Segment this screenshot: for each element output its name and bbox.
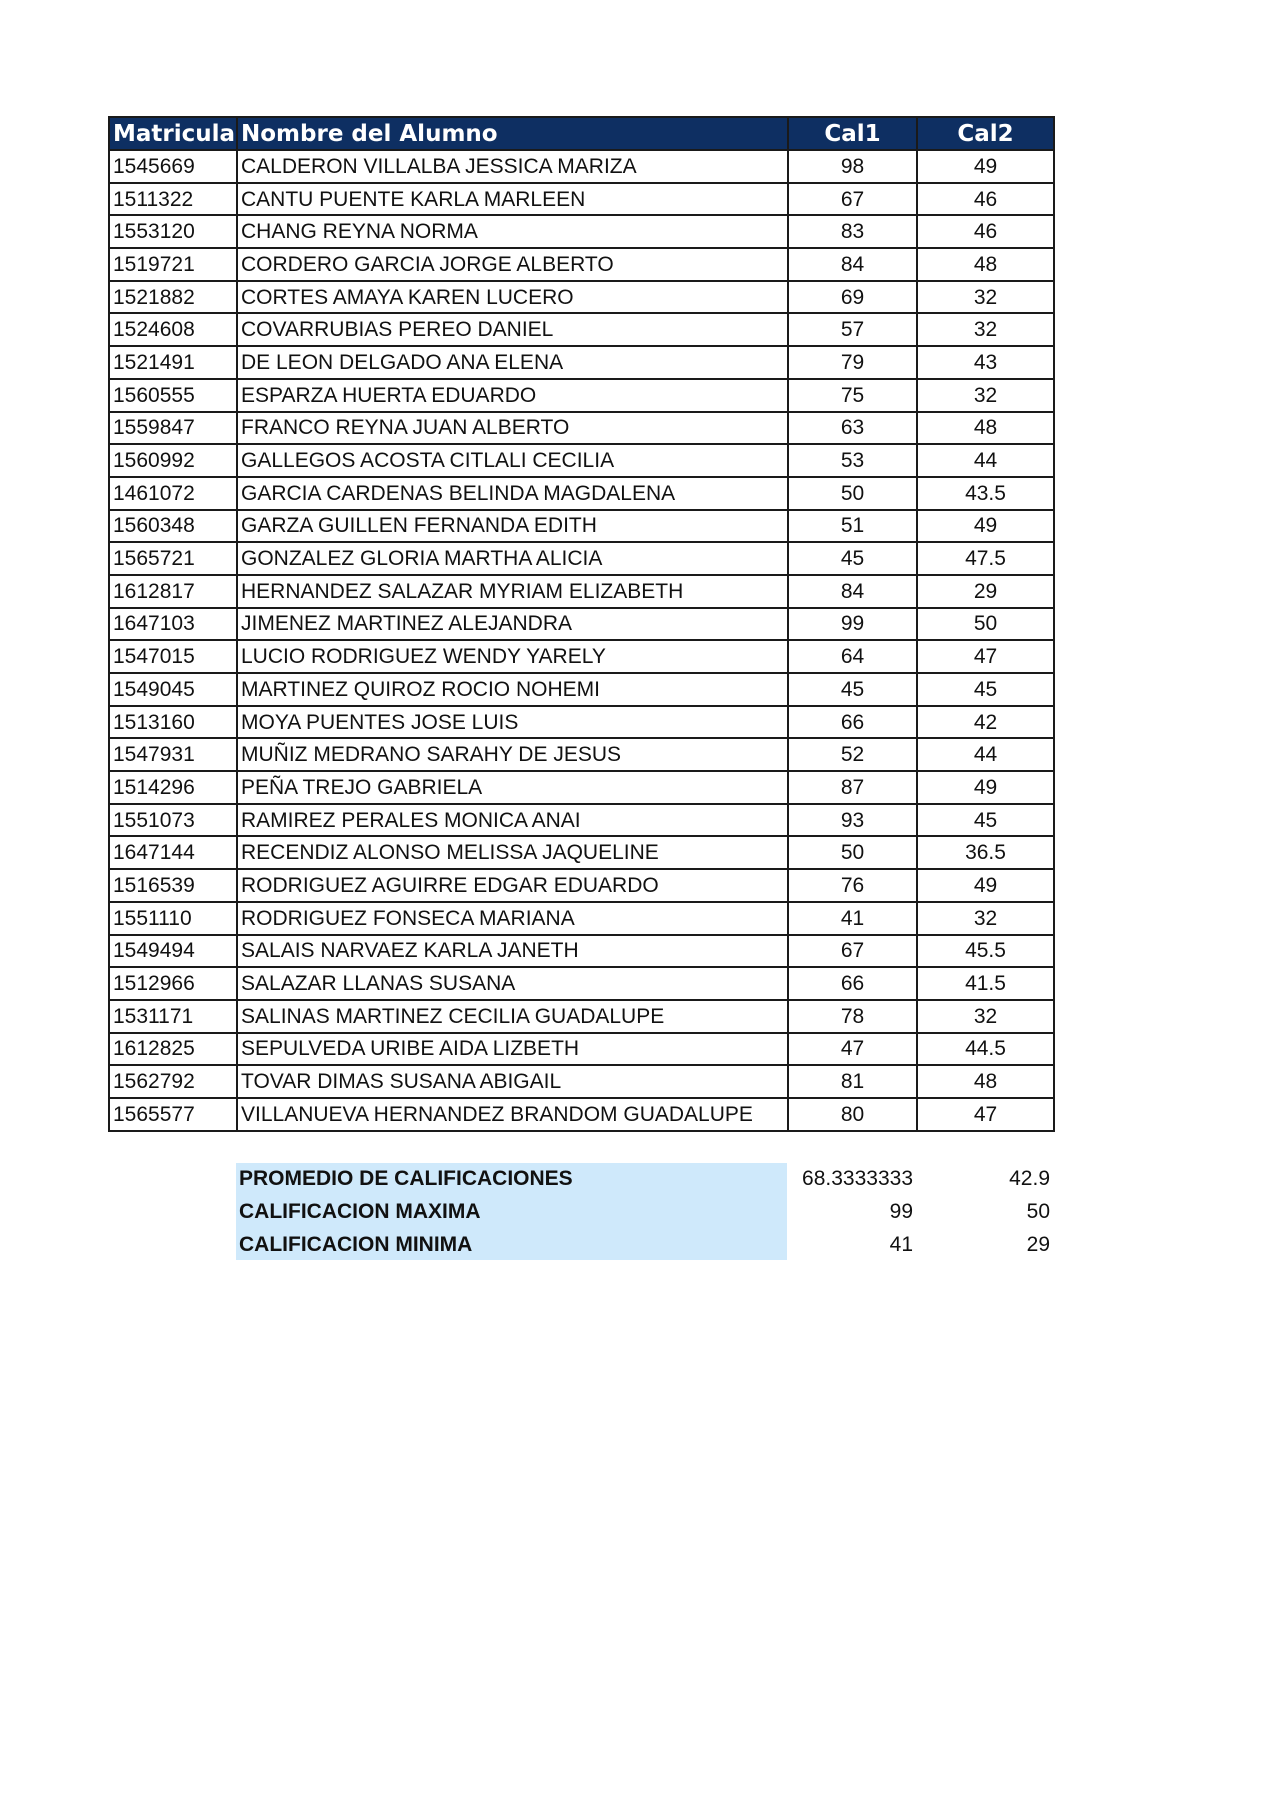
table-row	[109, 444, 1054, 477]
table-row	[109, 412, 1054, 445]
cell-cal2[interactable]: 46	[917, 215, 1054, 248]
cell-cal2[interactable]: 49	[917, 150, 1054, 183]
cell-cal1[interactable]: 81	[788, 1065, 917, 1098]
cell-cal1[interactable]: 66	[788, 967, 917, 1000]
cell-matricula[interactable]: 1560992	[109, 444, 237, 477]
cell-cal1[interactable]: 67	[788, 183, 917, 216]
table-row	[109, 575, 1054, 608]
table-row	[109, 1065, 1054, 1098]
cell-cal2[interactable]: 42	[917, 706, 1054, 739]
summary-cal2[interactable]: 42.9	[1009, 1167, 1050, 1191]
cell-cal1[interactable]: 93	[788, 804, 917, 837]
cell-cal2[interactable]: 44	[917, 444, 1054, 477]
cell-nombre[interactable]: MOYA PUENTES JOSE LUIS	[237, 706, 788, 739]
table-row	[109, 836, 1054, 869]
cell-nombre[interactable]: SALAZAR LLANAS SUSANA	[237, 967, 788, 1000]
table-row	[109, 804, 1054, 837]
summary-label[interactable]: CALIFICACION MAXIMA	[236, 1195, 787, 1228]
cell-cal1[interactable]: 41	[788, 902, 917, 935]
table-row	[109, 477, 1054, 510]
summary-label[interactable]: CALIFICACION MINIMA	[236, 1228, 787, 1261]
cell-cal2[interactable]: 32	[917, 281, 1054, 314]
cell-cal2[interactable]: 29	[917, 575, 1054, 608]
cell-cal1[interactable]: 66	[788, 706, 917, 739]
summary-cal1[interactable]: 68.3333333	[802, 1167, 913, 1191]
summary-row	[108, 1195, 1053, 1228]
summary-empty-cell[interactable]	[108, 1228, 236, 1261]
cell-cal2[interactable]: 43.5	[917, 477, 1054, 510]
cell-nombre[interactable]: CHANG REYNA NORMA	[237, 215, 788, 248]
cell-matricula[interactable]: 1559847	[109, 412, 237, 445]
header-row	[109, 117, 1054, 150]
cell-cal1[interactable]: 57	[788, 313, 917, 346]
cell-cal2[interactable]: 43	[917, 346, 1054, 379]
grades-table	[108, 116, 1055, 1132]
cell-cal2[interactable]: 45	[917, 673, 1054, 706]
cell-cal2[interactable]: 32	[917, 1000, 1054, 1033]
summary-cal2[interactable]: 50	[1026, 1200, 1050, 1224]
cell-matricula[interactable]: 1565721	[109, 542, 237, 575]
cell-cal2[interactable]: 45	[917, 804, 1054, 837]
cell-cal1[interactable]: 84	[788, 248, 917, 281]
cell-cal2[interactable]: 48	[917, 248, 1054, 281]
cell-matricula[interactable]: 1547931	[109, 738, 237, 771]
cell-nombre[interactable]: MUÑIZ MEDRANO SARAHY DE JESUS	[237, 738, 788, 771]
cell-matricula[interactable]: 1545669	[109, 150, 237, 183]
cell-nombre[interactable]: MARTINEZ QUIROZ ROCIO NOHEMI	[237, 673, 788, 706]
cell-cal2[interactable]: 32	[917, 313, 1054, 346]
table-row	[109, 1098, 1054, 1131]
summary-cal2[interactable]: 29	[1026, 1232, 1050, 1256]
header-nombre[interactable]: Nombre del Alumno	[237, 117, 788, 150]
cell-nombre[interactable]: SEPULVEDA URIBE AIDA LIZBETH	[237, 1033, 788, 1066]
cell-nombre[interactable]: RODRIGUEZ AGUIRRE EDGAR EDUARDO	[237, 869, 788, 902]
cell-cal1[interactable]: 50	[788, 477, 917, 510]
cell-cal1[interactable]: 47	[788, 1033, 917, 1066]
table-row	[109, 150, 1054, 183]
cell-cal2[interactable]: 48	[917, 412, 1054, 445]
table-row	[109, 640, 1054, 673]
cell-nombre[interactable]: TOVAR DIMAS SUSANA ABIGAIL	[237, 1065, 788, 1098]
table-row	[109, 935, 1054, 968]
summary-empty-cell[interactable]	[108, 1163, 236, 1196]
cell-nombre[interactable]: DE LEON DELGADO ANA ELENA	[237, 346, 788, 379]
cell-nombre[interactable]: GARCIA CARDENAS BELINDA MAGDALENA	[237, 477, 788, 510]
cell-cal1[interactable]: 52	[788, 738, 917, 771]
cell-cal1[interactable]: 51	[788, 510, 917, 543]
table-row	[109, 281, 1054, 314]
cell-matricula[interactable]: 1612817	[109, 575, 237, 608]
cell-matricula[interactable]: 1560348	[109, 510, 237, 543]
cell-matricula[interactable]: 1516539	[109, 869, 237, 902]
cell-matricula[interactable]: 1521882	[109, 281, 237, 314]
table-row	[109, 183, 1054, 216]
cell-matricula[interactable]: 1565577	[109, 1098, 237, 1131]
table-row	[109, 510, 1054, 543]
cell-nombre[interactable]: RAMIREZ PERALES MONICA ANAI	[237, 804, 788, 837]
cell-matricula[interactable]: 1551110	[109, 902, 237, 935]
cell-matricula[interactable]: 1560555	[109, 379, 237, 412]
cell-matricula[interactable]: 1547015	[109, 640, 237, 673]
cell-matricula[interactable]: 1461072	[109, 477, 237, 510]
cell-cal1[interactable]: 98	[788, 150, 917, 183]
table-row	[109, 1000, 1054, 1033]
table-row	[109, 1033, 1054, 1066]
cell-nombre[interactable]: GONZALEZ GLORIA MARTHA ALICIA	[237, 542, 788, 575]
cell-nombre[interactable]: GALLEGOS ACOSTA CITLALI CECILIA	[237, 444, 788, 477]
cell-matricula[interactable]: 1512966	[109, 967, 237, 1000]
cell-matricula[interactable]: 1519721	[109, 248, 237, 281]
table-row	[109, 608, 1054, 641]
table-row	[109, 967, 1054, 1000]
cell-nombre[interactable]: PEÑA TREJO GABRIELA	[237, 771, 788, 804]
cell-cal2[interactable]: 50	[917, 608, 1054, 641]
summary-body	[108, 1163, 1053, 1261]
table-row	[109, 673, 1054, 706]
cell-cal2[interactable]: 49	[917, 869, 1054, 902]
cell-cal1[interactable]: 83	[788, 215, 917, 248]
cell-matricula[interactable]: 1549494	[109, 935, 237, 968]
cell-cal2[interactable]: 32	[917, 379, 1054, 412]
summary-row	[108, 1228, 1053, 1261]
cell-cal1[interactable]: 99	[788, 608, 917, 641]
cell-cal1[interactable]: 69	[788, 281, 917, 314]
cell-matricula[interactable]: 1511322	[109, 183, 237, 216]
cell-cal1[interactable]: 87	[788, 771, 917, 804]
cell-nombre[interactable]: HERNANDEZ SALAZAR MYRIAM ELIZABETH	[237, 575, 788, 608]
header-matricula[interactable]: Matricula	[109, 117, 237, 150]
cell-matricula[interactable]: 1524608	[109, 313, 237, 346]
table-row	[109, 706, 1054, 739]
cell-cal1[interactable]: 64	[788, 640, 917, 673]
cell-cal1[interactable]: 45	[788, 673, 917, 706]
cell-matricula[interactable]: 1647103	[109, 608, 237, 641]
table-row	[109, 738, 1054, 771]
cell-cal2[interactable]: 41.5	[917, 967, 1054, 1000]
cell-matricula[interactable]: 1562792	[109, 1065, 237, 1098]
header-cal2[interactable]: Cal2	[917, 117, 1054, 150]
table-row	[109, 215, 1054, 248]
cell-nombre[interactable]: CORDERO GARCIA JORGE ALBERTO	[237, 248, 788, 281]
cell-nombre[interactable]: GARZA GUILLEN FERNANDA EDITH	[237, 510, 788, 543]
summary-empty-cell[interactable]	[108, 1195, 236, 1228]
cell-nombre[interactable]: SALAIS NARVAEZ KARLA JANETH	[237, 935, 788, 968]
spreadsheet	[108, 116, 1053, 1260]
cell-cal2[interactable]: 47	[917, 1098, 1054, 1131]
table-row	[109, 869, 1054, 902]
table-row	[109, 248, 1054, 281]
cell-cal2[interactable]: 44	[917, 738, 1054, 771]
cell-matricula[interactable]: 1513160	[109, 706, 237, 739]
cell-cal1[interactable]: 80	[788, 1098, 917, 1131]
cell-cal1[interactable]: 75	[788, 379, 917, 412]
summary-cal1[interactable]: 41	[889, 1232, 913, 1256]
cell-nombre[interactable]: COVARRUBIAS PEREO DANIEL	[237, 313, 788, 346]
cell-cal2[interactable]: 47	[917, 640, 1054, 673]
cell-nombre[interactable]: RODRIGUEZ FONSECA MARIANA	[237, 902, 788, 935]
cell-nombre[interactable]: CANTU PUENTE KARLA MARLEEN	[237, 183, 788, 216]
cell-cal2[interactable]: 44.5	[917, 1033, 1054, 1066]
table-row	[109, 771, 1054, 804]
cell-nombre[interactable]: CORTES AMAYA KAREN LUCERO	[237, 281, 788, 314]
cell-nombre[interactable]: RECENDIZ ALONSO MELISSA JAQUELINE	[237, 836, 788, 869]
summary-cal1[interactable]: 99	[889, 1200, 913, 1224]
table-row	[109, 902, 1054, 935]
cell-cal1[interactable]: 53	[788, 444, 917, 477]
cell-cal1[interactable]: 50	[788, 836, 917, 869]
cell-cal1[interactable]: 45	[788, 542, 917, 575]
table-row	[109, 379, 1054, 412]
summary-label[interactable]: PROMEDIO DE CALIFICACIONES	[236, 1163, 787, 1196]
cell-nombre[interactable]: SALINAS MARTINEZ CECILIA GUADALUPE	[237, 1000, 788, 1033]
cell-cal1[interactable]: 84	[788, 575, 917, 608]
cell-matricula[interactable]: 1647144	[109, 836, 237, 869]
cell-nombre[interactable]: FRANCO REYNA JUAN ALBERTO	[237, 412, 788, 445]
cell-matricula[interactable]: 1531171	[109, 1000, 237, 1033]
cell-cal2[interactable]: 32	[917, 902, 1054, 935]
cell-matricula[interactable]: 1521491	[109, 346, 237, 379]
cell-cal2[interactable]: 49	[917, 771, 1054, 804]
cell-matricula[interactable]: 1551073	[109, 804, 237, 837]
cell-nombre[interactable]: VILLANUEVA HERNANDEZ BRANDOM GUADALUPE	[237, 1098, 788, 1131]
cell-nombre[interactable]: ESPARZA HUERTA EDUARDO	[237, 379, 788, 412]
cell-matricula[interactable]: 1549045	[109, 673, 237, 706]
cell-cal2[interactable]: 46	[917, 183, 1054, 216]
summary-row	[108, 1163, 1053, 1196]
cell-cal2[interactable]: 36.5	[917, 836, 1054, 869]
summary-table	[108, 1163, 1053, 1261]
cell-matricula[interactable]: 1514296	[109, 771, 237, 804]
cell-cal2[interactable]: 49	[917, 510, 1054, 543]
header-cal1[interactable]: Cal1	[788, 117, 917, 150]
cell-nombre[interactable]: CALDERON VILLALBA JESSICA MARIZA	[237, 150, 788, 183]
cell-nombre[interactable]: JIMENEZ MARTINEZ ALEJANDRA	[237, 608, 788, 641]
grades-body	[109, 150, 1054, 1131]
cell-cal1[interactable]: 76	[788, 869, 917, 902]
cell-matricula[interactable]: 1612825	[109, 1033, 237, 1066]
cell-matricula[interactable]: 1553120	[109, 215, 237, 248]
table-row	[109, 313, 1054, 346]
cell-cal2[interactable]: 45.5	[917, 935, 1054, 968]
cell-cal1[interactable]: 63	[788, 412, 917, 445]
cell-nombre[interactable]: LUCIO RODRIGUEZ WENDY YARELY	[237, 640, 788, 673]
cell-cal1[interactable]: 78	[788, 1000, 917, 1033]
cell-cal2[interactable]: 48	[917, 1065, 1054, 1098]
cell-cal2[interactable]: 47.5	[917, 542, 1054, 575]
cell-cal1[interactable]: 79	[788, 346, 917, 379]
table-row	[109, 346, 1054, 379]
cell-cal1[interactable]: 67	[788, 935, 917, 968]
table-row	[109, 542, 1054, 575]
